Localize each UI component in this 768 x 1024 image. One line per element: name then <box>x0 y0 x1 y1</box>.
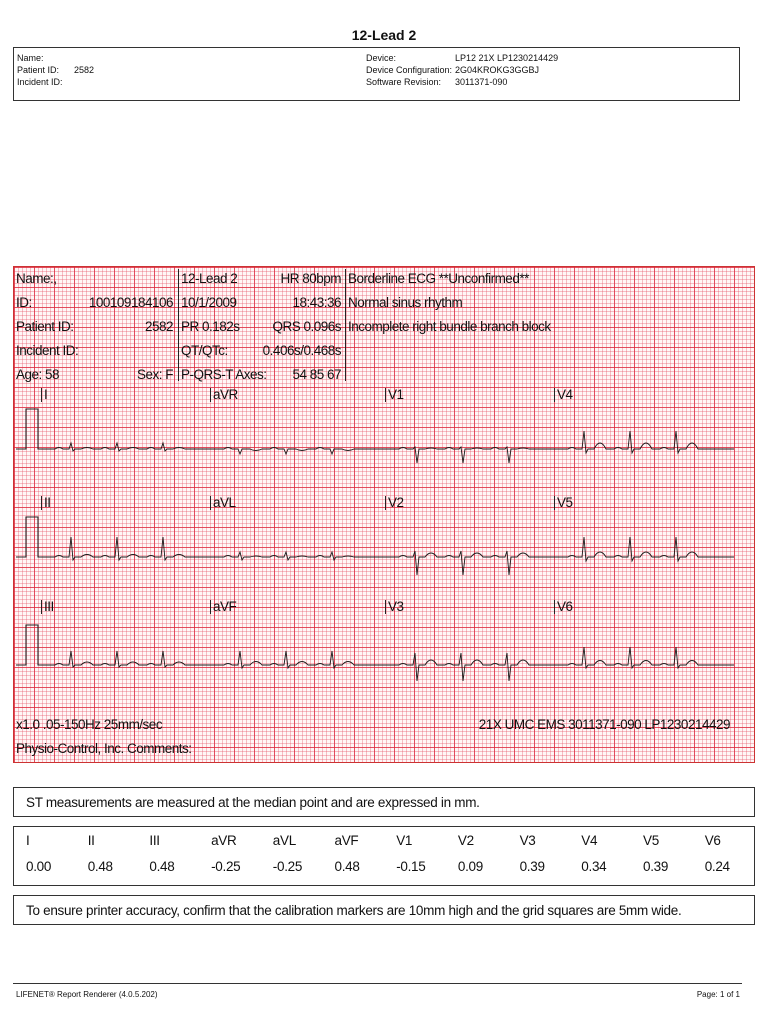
calibration-note: To ensure printer accuracy, confirm that the calibration markers are 10mm high and the grid squares are 5mm wide. <box>13 895 755 925</box>
ecg-trace <box>41 647 734 681</box>
st-lead-value: 0.48 <box>334 859 360 874</box>
ecg-filter-settings: x1.0 .05-150Hz 25mm/sec <box>16 717 163 732</box>
ecg-pr: PR 0.182s <box>181 319 240 334</box>
ecg-trace <box>41 431 734 463</box>
st-lead-header: V1 <box>396 833 413 848</box>
lead-label-avr: aVR <box>210 388 238 402</box>
ecg-waveforms <box>41 431 734 681</box>
name-label: Name: <box>17 53 44 63</box>
page-number: Page: 1 of 1 <box>696 990 740 999</box>
ecg-patient-id-label: Patient ID: <box>16 319 74 334</box>
st-lead-header: V3 <box>519 833 536 848</box>
software-revision-value: 3011371-090 <box>455 77 508 87</box>
report-title: 12-Lead 2 <box>351 27 417 43</box>
header-divider-2 <box>345 269 346 381</box>
st-lead-value: 0.48 <box>87 859 113 874</box>
lead-label-i: I <box>41 388 47 402</box>
ecg-id-value: 100109184106 <box>88 295 173 310</box>
ecg-patient-id-value: 2582 <box>144 319 173 334</box>
st-measurement-table <box>13 826 755 886</box>
st-lead-header: III <box>149 833 160 848</box>
lead-label-v2: V2 <box>385 496 404 510</box>
lead-label-v1: V1 <box>385 388 404 402</box>
st-measurement-note: ST measurements are measured at the median point and are expressed in mm. <box>13 787 755 817</box>
st-lead-header: aVF <box>334 833 359 848</box>
patient-id-value: 2582 <box>74 65 95 75</box>
incident-id-label: Incident ID: <box>17 77 63 87</box>
software-revision-label: Software Revision: <box>366 77 442 87</box>
ecg-device-line: 21X UMC EMS 3011371-090 LP1230214429 <box>478 717 730 732</box>
st-lead-header: aVR <box>211 833 237 848</box>
renderer-version: LIFENET® Report Renderer (4.0.5.202) <box>16 990 158 999</box>
lead-label-v6: V6 <box>554 600 573 614</box>
st-lead-value: 0.34 <box>581 859 607 874</box>
ecg-qt-value: 0.406s/0.468s <box>262 343 341 358</box>
st-lead-header: I <box>26 833 30 848</box>
st-lead-header: aVL <box>272 833 296 848</box>
lead-label-iii: III <box>41 600 54 614</box>
lead-label-avf: aVF <box>210 600 236 614</box>
ecg-qrs: QRS 0.096s <box>272 319 341 334</box>
st-lead-header: II <box>87 833 95 848</box>
patient-device-info <box>13 47 740 101</box>
interpretation-line-2: Normal sinus rhythm <box>348 295 463 310</box>
st-lead-value: 0.09 <box>457 859 483 874</box>
st-lead-header: V4 <box>581 833 598 848</box>
ecg-id-label: ID: <box>16 295 32 310</box>
st-lead-value: 0.24 <box>704 859 730 874</box>
ecg-axes-value: 54 85 67 <box>292 367 341 382</box>
st-lead-value: -0.25 <box>211 859 241 874</box>
st-lead-header: V6 <box>704 833 721 848</box>
interpretation-line-1: Borderline ECG **Unconfirmed** <box>348 271 529 286</box>
calibration-marker <box>16 517 41 557</box>
ecg-name-label: Name:, <box>16 271 57 286</box>
device-config-label: Device Configuration: <box>366 65 453 75</box>
ecg-age-label: Age: 58 <box>16 367 60 382</box>
ecg-incident-id-label: Incident ID: <box>16 343 79 358</box>
device-value: LP12 21X LP1230214429 <box>455 53 559 63</box>
st-lead-value: -0.15 <box>396 859 426 874</box>
calibration-marker <box>16 625 41 665</box>
patient-id-label: Patient ID: <box>17 65 60 75</box>
ecg-date: 10/1/2009 <box>181 295 237 310</box>
device-label: Device: <box>366 53 397 63</box>
ecg-report-name: 12-Lead 2 <box>181 271 238 286</box>
ecg-hr: HR 80bpm <box>280 271 341 286</box>
st-lead-value: 0.00 <box>26 859 52 874</box>
ecg-sex-value: Sex: F <box>136 367 173 382</box>
st-lead-value: 0.39 <box>519 859 545 874</box>
lead-label-avl: aVL <box>210 496 236 510</box>
ecg-comments: Physio-Control, Inc. Comments: <box>16 741 192 756</box>
lead-label-v4: V4 <box>554 388 573 402</box>
st-lead-value: 0.39 <box>643 859 669 874</box>
st-lead-value: 0.48 <box>149 859 175 874</box>
header-divider-1 <box>178 269 179 381</box>
ecg-time: 18:43:36 <box>292 295 341 310</box>
ecg-strip <box>13 266 755 763</box>
interpretation-line-3: Incomplete right bundle branch block <box>348 319 551 334</box>
ecg-qt-label: QT/QTc: <box>181 343 228 358</box>
ecg-axes-label: P-QRS-T Axes: <box>181 367 267 382</box>
st-lead-header: V2 <box>457 833 474 848</box>
device-config-value: 2G04KROKG3GGBJ <box>455 65 540 75</box>
st-lead-header: V5 <box>643 833 659 848</box>
ecg-traces <box>14 267 755 763</box>
lead-label-v5: V5 <box>554 496 573 510</box>
footer-divider <box>13 983 742 984</box>
calibration-markers <box>16 409 41 665</box>
lead-label-ii: II <box>41 496 51 510</box>
ecg-trace <box>41 537 734 575</box>
lead-label-v3: V3 <box>385 600 404 614</box>
calibration-marker <box>16 409 41 449</box>
st-lead-value: -0.25 <box>272 859 303 874</box>
